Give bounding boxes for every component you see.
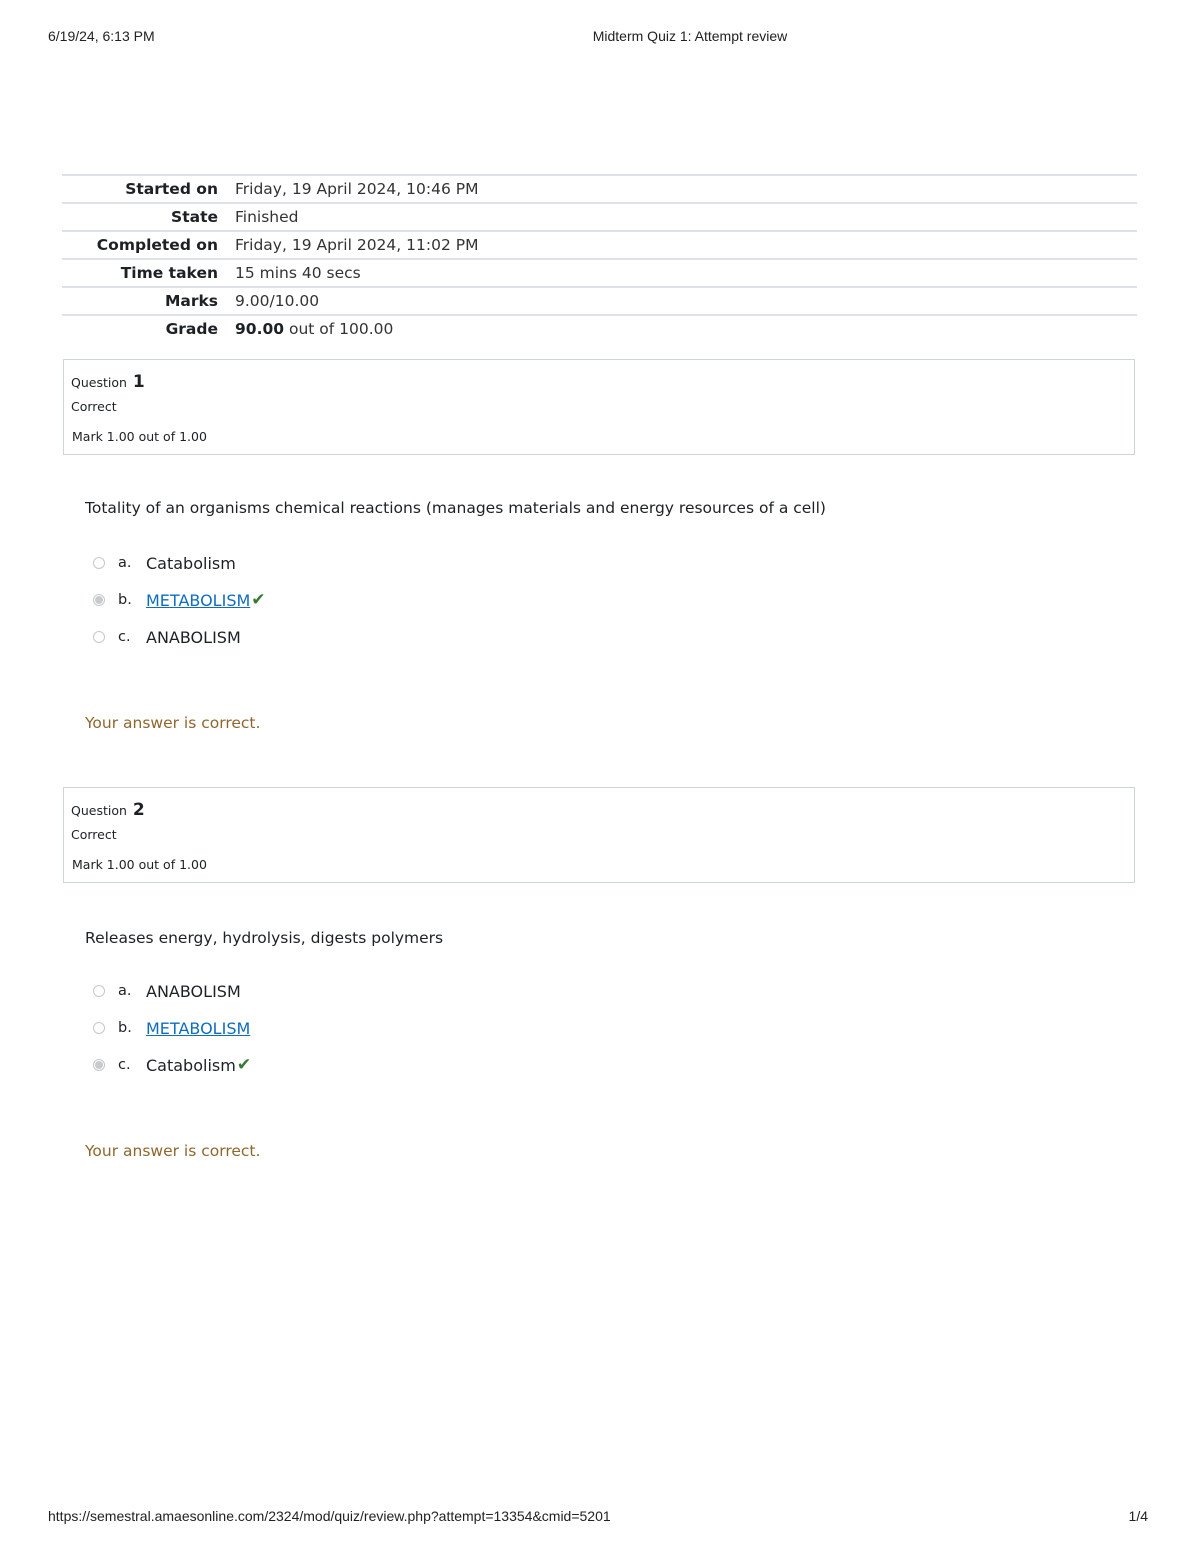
summary-value: Friday, 19 April 2024, 11:02 PM [235, 236, 479, 254]
summary-label: Completed on [96, 236, 218, 254]
question-number [71, 372, 145, 392]
attempt-summary-table [62, 174, 1137, 342]
radio-selected-icon[interactable] [93, 1059, 105, 1071]
radio-icon[interactable] [93, 557, 105, 569]
radio-icon[interactable] [93, 985, 105, 997]
question-number-value: 2 [132, 800, 145, 820]
answer-letter: b. [118, 1020, 132, 1036]
summary-value: 15 mins 40 secs [235, 264, 361, 282]
summary-label: Started on [125, 180, 218, 198]
answer-text: ANABOLISM [146, 981, 241, 1001]
question-state: Correct [71, 399, 117, 414]
radio-icon[interactable] [93, 1022, 105, 1034]
summary-label: State [171, 208, 218, 226]
answer-text: ANABOLISM [146, 627, 241, 647]
summary-value: Finished [235, 208, 299, 226]
answer-link[interactable]: METABOLISM [146, 590, 251, 610]
question-info-box [63, 787, 1135, 883]
answer-text: Catabolism [146, 1055, 236, 1075]
answer-text: Catabolism [146, 553, 236, 573]
question-state: Correct [71, 827, 117, 842]
summary-row-started [62, 176, 1137, 204]
question-text: Totality of an organisms chemical reactions (manages materials and energy resources of a cell) [85, 499, 826, 517]
print-page-number: 1/4 [1128, 1508, 1148, 1524]
answer-option-c[interactable] [93, 627, 241, 647]
summary-value [235, 320, 393, 338]
radio-icon[interactable] [93, 631, 105, 643]
answer-letter: a. [118, 555, 132, 571]
question-number [71, 800, 145, 820]
answer-letter: a. [118, 983, 132, 999]
print-url: https://semestral.amaesonline.com/2324/mod/quiz/review.php?attempt=13354&cmid=5201 [48, 1508, 611, 1524]
question-label: Question [71, 803, 127, 818]
summary-value: 9.00/10.00 [235, 292, 320, 310]
summary-label: Marks [164, 292, 218, 310]
question-info-box [63, 359, 1135, 455]
answer-option-b[interactable] [93, 1018, 250, 1038]
question-text: Releases energy, hydrolysis, digests polymers [85, 929, 444, 947]
print-title: Midterm Quiz 1: Attempt review [592, 28, 788, 44]
answer-letter: b. [118, 592, 132, 608]
summary-row-completed [62, 232, 1137, 260]
summary-value: Friday, 19 April 2024, 10:46 PM [235, 180, 479, 198]
answer-option-c[interactable] [93, 1055, 251, 1075]
question-number-value: 1 [132, 372, 145, 392]
answer-option-a[interactable] [93, 553, 236, 573]
grade-out-of: out of 100.00 [284, 320, 394, 338]
answer-feedback: Your answer is correct. [85, 714, 261, 732]
question-label: Question [71, 375, 127, 390]
summary-row-state [62, 204, 1137, 232]
summary-label: Grade [165, 320, 218, 338]
summary-row-marks [62, 288, 1137, 316]
correct-check-icon: ✔ [251, 590, 266, 610]
summary-label: Time taken [120, 264, 218, 282]
print-datetime: 6/19/24, 6:13 PM [48, 28, 155, 44]
grade-score: 90.00 [235, 320, 285, 338]
summary-row-grade [62, 316, 1137, 342]
answer-feedback: Your answer is correct. [85, 1142, 261, 1160]
question-mark: Mark 1.00 out of 1.00 [72, 429, 207, 444]
answer-letter: c. [118, 1057, 131, 1073]
answer-option-a[interactable] [93, 981, 241, 1001]
answer-link[interactable]: METABOLISM [146, 1018, 251, 1038]
correct-check-icon: ✔ [236, 1055, 252, 1075]
question-mark: Mark 1.00 out of 1.00 [72, 857, 207, 872]
radio-selected-icon[interactable] [93, 594, 105, 606]
answer-letter: c. [118, 629, 131, 645]
answer-option-b[interactable] [93, 590, 266, 610]
summary-row-time-taken [62, 260, 1137, 288]
